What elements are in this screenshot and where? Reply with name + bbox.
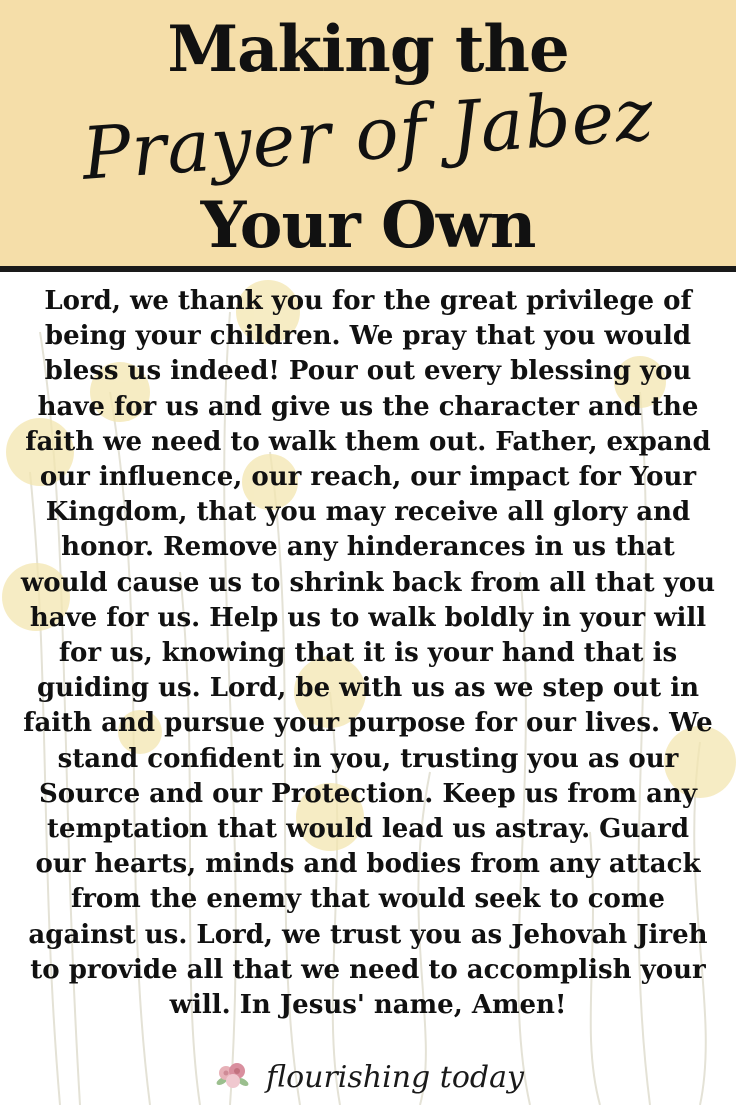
- brand-name: flourishing today: [266, 1059, 524, 1095]
- title-line-your-own: Your Own: [200, 188, 536, 263]
- prayer-text: Lord, we thank you for the great privilege of being your children. We pray that you would bless us indeed! Pour out every blessing you have for us and give us the character and the faith we need to walk them out. Father, expand our influence, our reach, our impact for Your Kingdom, that you may receive all glory and honor. Remove any hinderances in us that would cause us to shrink back from all that you have for us. Help us to walk boldly in your will for us, knowing that it is your hand that is guiding us. Lord, be with us as we step out in faith and pursue your purpose for our lives. We stand confident in you, trusting you as our Source and our Protection. Keep us from any temptation that would lead us astray. Guard our hearts, minds and bodies from any attack from the enemy that would seek to come against us. Lord, we trust you as Jehovah Jireh to provide all that we need to accomplish your will. In Jesus' name, Amen!: [20, 286, 716, 1021]
- footer-brand-bar: [0, 1052, 736, 1102]
- title-line-making-the: Making the: [167, 12, 569, 87]
- title-line-prayer-of-jabez: Prayer of Jabez: [79, 72, 657, 196]
- flower-bouquet-icon: [212, 1057, 252, 1097]
